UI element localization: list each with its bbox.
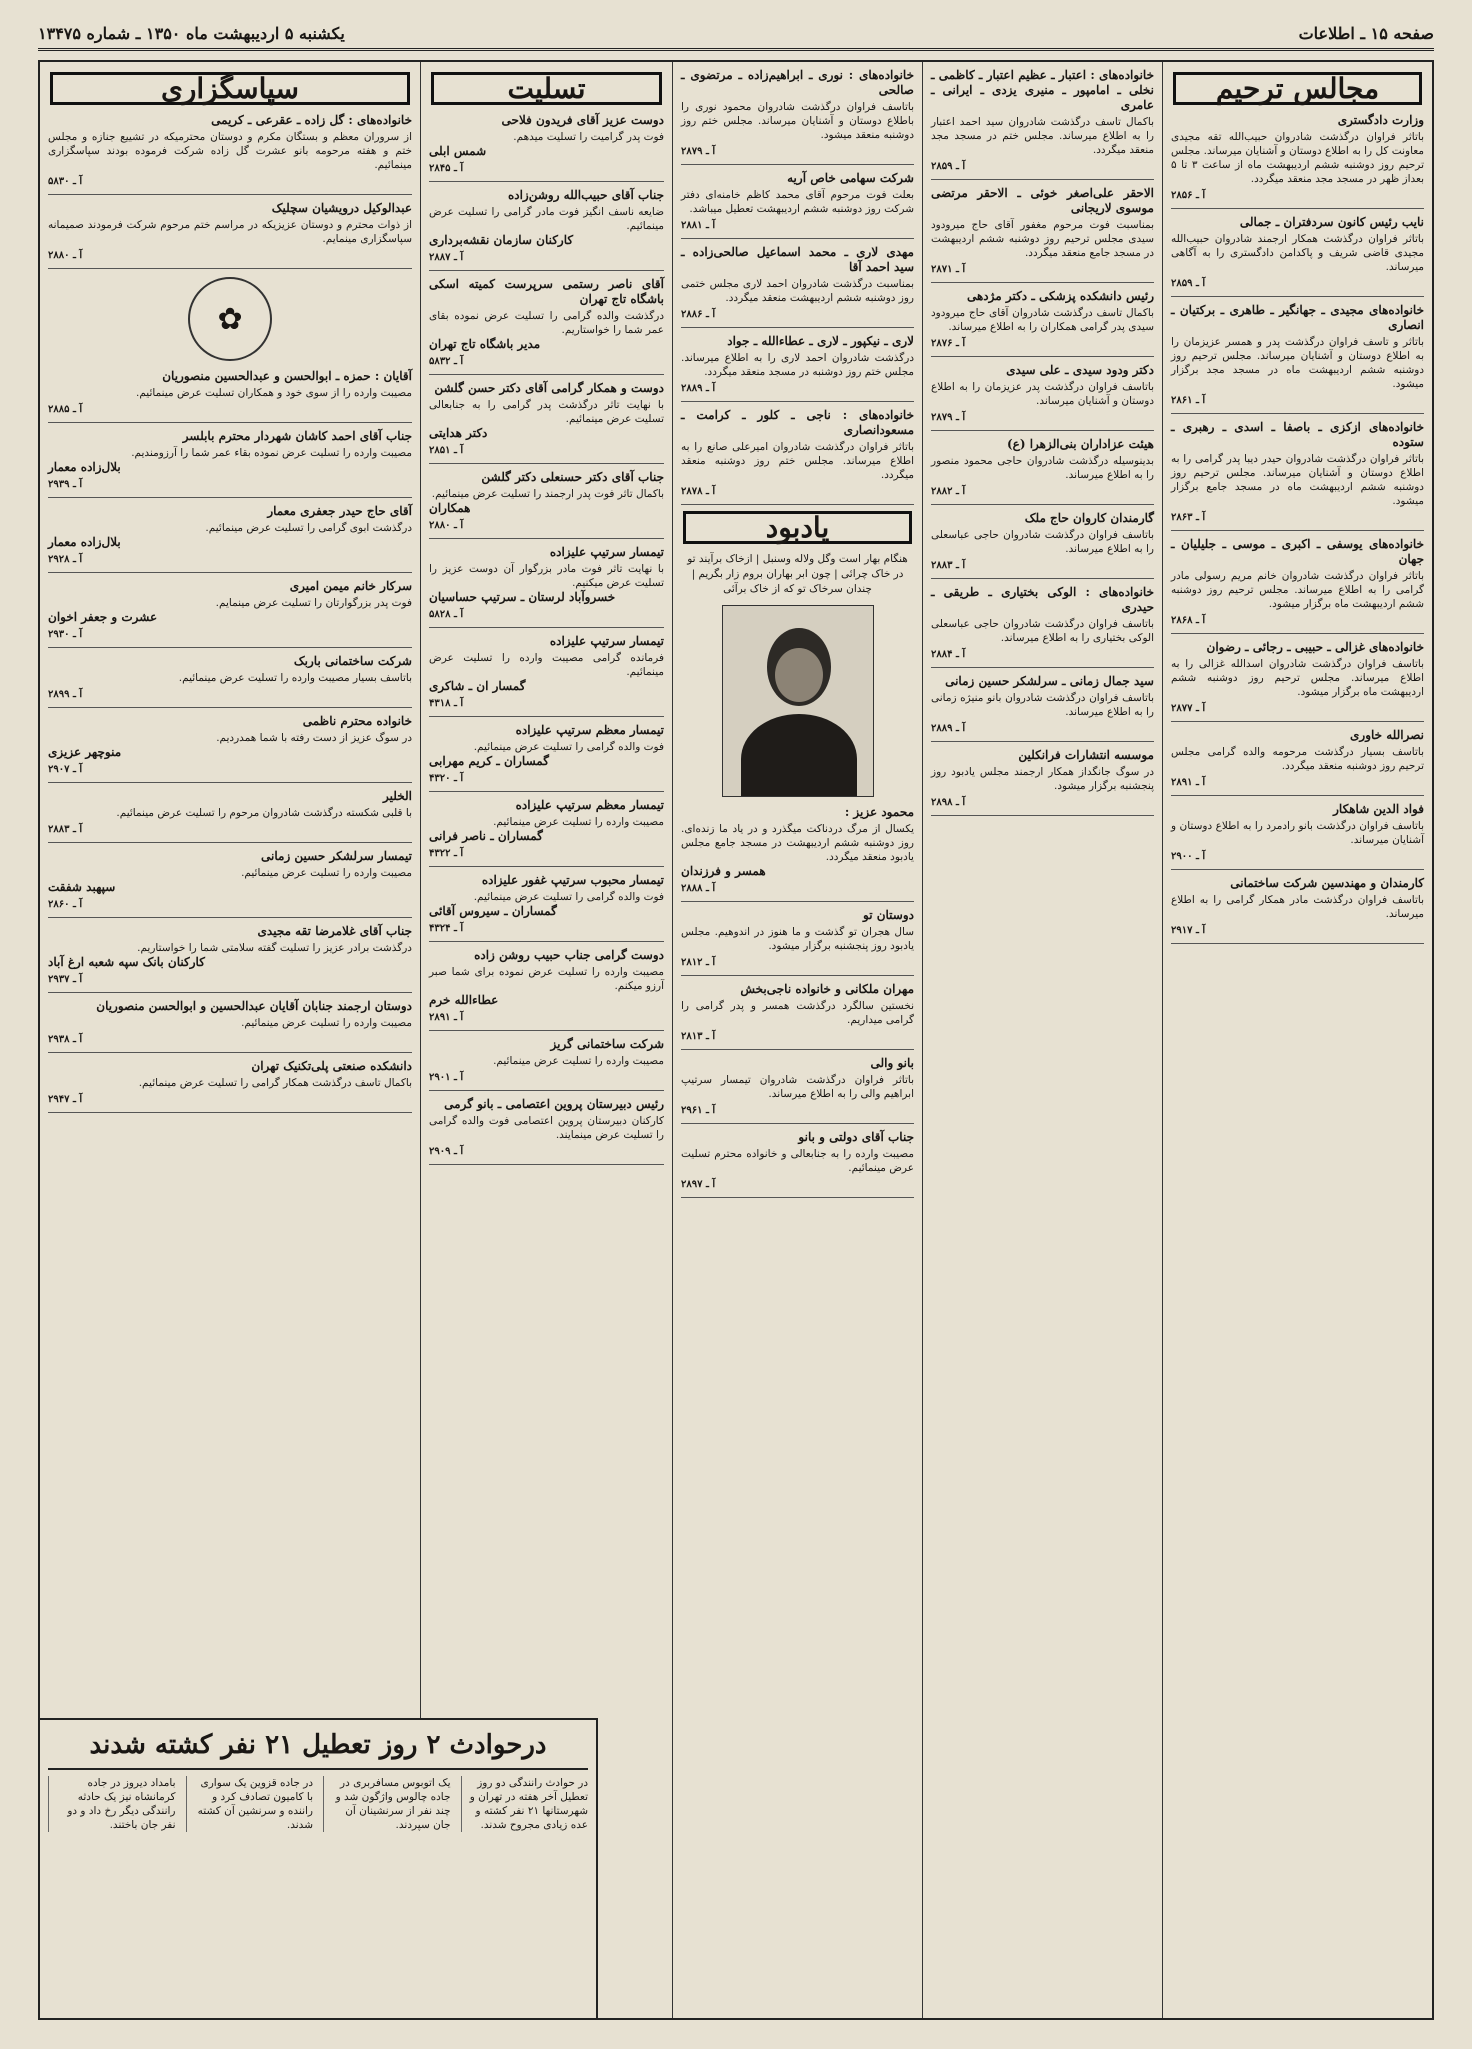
notice-body: باتاثر فراوان درگذشت شادروان تیمسار سرتیپ ابراهیم والی را به اطلاع میرساند.: [681, 1074, 914, 1100]
notice-body: باتاسف فراوان درگذشت شادروان محمود نوری را باطلاع دوستان و آشنایان میرساند. مجلس ختم روز دوشنبه منعقد میشود.: [681, 101, 914, 141]
notice-code: آ ـ ۲۸۱۳: [681, 1031, 716, 1042]
notice-title: تیمسار محبوب سرتیپ غفور علیزاده: [481, 873, 664, 887]
notice-body: در سوگ عزیز از دست رفته با شما همدردیم.: [216, 732, 412, 744]
notice-item: [48, 849, 412, 918]
notice-item: [681, 171, 914, 239]
notice-code: آ ـ ۲۸۸۰: [429, 520, 464, 531]
notice-code: آ ـ ۲۹۳۸: [48, 1034, 83, 1045]
news-paragraph: بامداد دیروز در جاده کرمانشاه نیز یک حادثه رانندگی دیگر رخ داد و دو نفر جان باختند.: [48, 1776, 176, 1832]
notice-item: [48, 924, 412, 993]
notice-signature: بلال‌زاده معمار: [48, 535, 121, 549]
notice-code: آ ـ ۲۹۳۰: [48, 629, 83, 640]
yadbood-code: آ ـ ۲۸۸۸: [681, 883, 716, 894]
notice-body: باتاسف فراوان درگذشت مادر همکار گرامی را به اطلاع میرساند.: [1171, 894, 1424, 920]
notice-item: [429, 1097, 664, 1165]
notice-code: آ ـ ۲۹۰۰: [1171, 851, 1206, 862]
notice-body: باتاسف بسیار مصیبت وارده را تسلیت عرض مینمائیم.: [178, 672, 412, 684]
notice-title: هیئت عزاداران بنی‌الزهرا (ع): [1007, 437, 1154, 451]
notice-item: [48, 654, 412, 708]
notice-item: [429, 545, 664, 628]
notice-body: از سروران معظم و بستگان مکرم و دوستان محترمیکه در تشییع جنازه و مجلس ختم و هفته مرحومه بانو عشرت گل زاده شرکت فرموده بودند سپاسگزاری مینمائیم.: [48, 131, 412, 171]
news-block: [40, 1718, 598, 2018]
notice-body: باتاسف فراوان درگذشت شادروان حاجی عباسعلی الوکی بختیاری را به اطلاع میرساند.: [931, 618, 1154, 644]
notice-item: [1171, 640, 1424, 722]
tarhim-heading: مجالس ترحیم: [1173, 72, 1422, 105]
notice-code: آ ـ ۲۸۷۷: [1171, 703, 1206, 714]
notice-body: با قلبی شکسته درگذشت شادروان مرحوم را تسلیت عرض مینمائیم.: [116, 807, 412, 819]
notice-title: خانواده‌های : ناجی ـ کلور ـ کرامت ـ مسعودانصاری: [681, 408, 914, 437]
notice-signature: خسروآباد لرستان ـ سرتیپ حساسیان: [429, 590, 616, 604]
notice-code: آ ـ ۲۸۹۹: [48, 689, 83, 700]
notice-body: ضایعه ناسف انگیز فوت مادر گرامی را تسلیت عرض مینمائیم.: [429, 206, 664, 232]
notice-title: شرکت ساختمانی باربک: [293, 654, 412, 668]
notice-body: درگذشت برادر عزیز را تسلیت گفته سلامتی شما را خواستاریم.: [137, 942, 412, 954]
notice-body: درگذشت ابوی گرامی را تسلیت عرض مینمائیم.: [205, 522, 412, 534]
notice-signature: گمساران ـ کریم مهرابی: [429, 754, 549, 768]
notice-title: آقایان : حمزه ـ ابوالحسن و عبدالحسین منصوریان: [162, 369, 412, 383]
notice-signature: سپهبد شفقت: [48, 880, 116, 894]
notice-body: کارکنان دبیرستان پروین اعتصامی فوت والده گرامی را تسلیت عرض مینمایند.: [429, 1115, 664, 1141]
notice-code: آ ـ ۴۳۲۰: [429, 773, 464, 784]
notice-item: [48, 579, 412, 648]
notice-item: [48, 113, 412, 195]
notice-signature: دکتر هدایتی: [429, 426, 488, 440]
news-paragraph: در جاده قزوین یک سواری با کامیون تصادف کرد و راننده و سرنشین آن کشته شدند.: [186, 1776, 314, 1832]
notice-title: تیمسار سرتیپ علیزاده: [549, 634, 664, 648]
newspaper-page: [38, 60, 1434, 2020]
notice-title: خانواده محترم ناظمی: [302, 714, 412, 728]
notice-item: [48, 201, 412, 269]
notice-title: جناب آقای حبیب‌الله روشن‌زاده: [507, 188, 664, 202]
notice-item: [429, 634, 664, 717]
notice-code: آ ـ ۲۸۸۹: [681, 383, 716, 394]
notice-body: فوت والده گرامی را تسلیت عرض مینمائیم.: [473, 891, 664, 903]
notice-code: آ ـ ۲۸۸۳: [48, 824, 83, 835]
notice-title: وزارت دادگستری: [1337, 113, 1424, 127]
notice-title: مهدی لاری ـ محمد اسماعیل صالحی‌زاده ـ سید احمد آقا: [681, 245, 914, 274]
notice-body: باتاثر فراوان درگذشت شادروان حبیب‌الله تقه مجیدی معاونت کل را به اطلاع دوستان و آشنایان میرساند. مجلس ترحیم روز دوشنبه ششم اردیبهشت ماه از ساعت ۳ تا ۵ بعداز ظهر در مسجد مجد منعقد میگردد.: [1171, 131, 1424, 185]
notice-code: آ ـ ۲۸۹۱: [429, 1012, 464, 1023]
notice-title: خانواده‌های : نوری ـ ابراهیم‌زاده ـ مرتضوی ـ صالحی: [681, 68, 914, 97]
notice-item: [931, 674, 1154, 742]
notice-signature: کارکنان سازمان نقشه‌برداری: [429, 233, 574, 247]
notice-code: آ ـ ۲۸۵۹: [1171, 278, 1206, 289]
notice-body: باتاثر فراوان درگذشت همکار ارجمند شادروان حبیب‌الله مجیدی قاضی شریف و پاکدامن دادگستری را به آگاهی میرساند.: [1171, 233, 1424, 273]
notice-body: فوت پدر گرامیت را تسلیت میدهم.: [513, 131, 664, 143]
notice-code: آ ـ ۲۸۶۳: [1171, 512, 1206, 523]
notice-title: بانو والی: [870, 1056, 914, 1070]
notice-item: [931, 511, 1154, 579]
notice-item: [48, 504, 412, 573]
notice-title: کارمندان و مهندسین شرکت ساختمانی: [1230, 876, 1424, 890]
notice-title: دکتر ودود سیدی ـ علی سیدی: [1006, 363, 1154, 377]
notice-body: بدینوسیله درگذشت شادروان حاجی محمود منصور را به اطلاع میرساند.: [931, 455, 1154, 481]
column-taslit: [420, 62, 672, 1718]
notice-item: [48, 429, 412, 498]
notice-body: سال هجران تو گذشت و ما هنوز در اندوهیم. مجلس یادبود روز پنجشنبه برگزار میشود.: [681, 926, 914, 952]
notice-body: مصیبت وارده را تسلیت عرض مینمائیم.: [493, 1055, 664, 1067]
notice-code: آ ـ ۲۸۸۱: [681, 220, 716, 231]
notice-body: باتاسف بسیار درگذشت مرحومه والده گرامی مجلس ترحیم روز دوشنبه منعقد میگردد.: [1171, 746, 1424, 772]
notice-body: نخستین سالگرد درگذشت همسر و پدر گرامی را گرامی میداریم.: [681, 1000, 914, 1026]
taslit-heading: تسلیت: [431, 72, 662, 105]
notice-title: فواد الدین شاهکار: [1333, 802, 1424, 816]
notice-body: از ذوات محترم و دوستان عزیزیکه در مراسم ختم مرحوم شرکت فرمودند صمیمانه سپاسگزاری مینمایم.: [48, 219, 412, 245]
notice-title: دوستان تو: [863, 908, 914, 922]
notice-code: آ ـ ۲۸۷۸: [681, 486, 716, 497]
notice-title: آقای ناصر رستمی سرپرست کمیته اسکی باشگاه تاج تهران: [429, 277, 664, 306]
notice-body: درگذشت والده گرامی را تسلیت عرض نموده بقای عمر شما را خواستاریم.: [429, 310, 664, 336]
yadbood-poem: هنگام بهار است وگل ولاله وسنبل | ازخاک برآیند تو در خاک چرائی | چون ابر بهاران بروم زار بگریم | چندان سرخاک تو که از خاک برآئی: [687, 553, 908, 595]
notice-code: آ ـ ۲۸۸۷: [429, 252, 464, 263]
notice-body: مصیبت وارده را تسلیت عرض نموده بقاء عمر شما را آرزومندیم.: [131, 447, 412, 459]
notice-code: آ ـ ۲۸۸۰: [48, 250, 83, 261]
notice-code: آ ـ ۴۳۲۲: [429, 848, 464, 859]
yadbood-body: یکسال از مرگ دردناکت میگذرد و در یاد ما زنده‌ای. روز دوشنبه ششم اردیبهشت در مسجد جامع مجلس یادبود منعقد میگردد.: [681, 823, 914, 863]
notice-item: [429, 381, 664, 464]
notice-body: با نهایت تاثر درگذشت پدر گرامی را به جنابعالی تسلیت عرض مینمائیم.: [429, 399, 664, 425]
notice-code: آ ـ ۲۸۵۹: [931, 161, 966, 172]
notice-signature: گمساران ـ ناصر فرانی: [429, 829, 543, 843]
notice-title: جناب آقای غلامرضا تقه مجیدی: [257, 924, 412, 938]
notice-title: تیمسار معظم سرتیپ علیزاده: [515, 798, 664, 812]
notice-item: [1171, 802, 1424, 870]
notice-item: [429, 1037, 664, 1091]
notice-signature: منوچهر عزیزی: [48, 745, 122, 759]
notice-body: باتاثر فراوان درگذشت شادروان امیرعلی صانع را به اطلاع میرساند. مجلس ختم روز دوشنبه منعقد میگردد.: [681, 441, 914, 481]
notice-code: آ ـ ۲۸۴۵: [429, 163, 464, 174]
notice-body: باکمال تاسف درگذشت همکار گرامی را تسلیت عرض مینمائیم.: [138, 1077, 412, 1089]
notice-code: آ ـ ۲۸۶۱: [1171, 395, 1206, 406]
yadbood-sign: همسر و فرزندان: [681, 864, 766, 878]
notice-title: خانواده‌های : گل زاده ـ عقرعی ـ کریمی: [211, 113, 412, 127]
notice-title: شرکت سهامی خاص آریه: [787, 171, 914, 185]
notice-title: شرکت ساختمانی گریز: [550, 1037, 664, 1051]
notice-title: الخلیر: [383, 789, 412, 803]
notice-title: دانشکده صنعتی پلی‌تکنیک تهران: [251, 1059, 412, 1073]
notice-body: فوت والده گرامی را تسلیت عرض مینمائیم.: [473, 741, 664, 753]
notice-item: [681, 408, 914, 505]
notice-body: باتاثر فراوان درگذشت شادروان حیدر دیبا پدر گرامی را به اطلاع دوستان و آشنایان میرساند. مجلس ترحیم روز دوشنبه ششم اردیبهشت ماه در مسجد جامع برگزار میشود.: [1171, 453, 1424, 507]
notice-code: آ ـ ۲۸۸۶: [681, 309, 716, 320]
notice-item: [48, 1059, 412, 1113]
notice-body: با نهایت تاثر فوت مادر بزرگوار آن دوست عزیز را تسلیت عرض میکنیم.: [429, 563, 664, 589]
portrait-photo: [722, 605, 874, 797]
emblem-icon: ✿: [188, 277, 272, 361]
notice-item: [681, 908, 914, 976]
notice-item: [429, 798, 664, 867]
notice-item: [1171, 728, 1424, 796]
notice-code: آ ـ ۲۹۲۸: [48, 554, 83, 565]
notice-code: آ ـ ۲۸۸۲: [931, 486, 966, 497]
notice-code: آ ـ ۲۸۶۸: [1171, 615, 1206, 626]
notice-item: [48, 999, 412, 1053]
notice-item: [681, 68, 914, 165]
notice-body: مصیبت وارده را تسلیت عرض نموده برای شما صبر آرزو میکنم.: [429, 966, 664, 992]
notice-item: [1171, 215, 1424, 297]
notice-item: [681, 1130, 914, 1198]
notice-body: باکمال تاسف درگذشت شادروان سید احمد اعتبار را به اطلاع میرساند. مجلس ختم در مسجد مجد منعقد میگردد.: [931, 116, 1154, 156]
notice-item: [429, 188, 664, 271]
notice-signature: عشرت و جعفر اخوان: [48, 610, 158, 624]
notice-title: تیمسار سرلشکر حسین زمانی: [261, 849, 412, 863]
news-headline: درحوادث ۲ روز تعطیل ۲۱ نفر کشته شدند: [48, 1726, 588, 1770]
notice-body: باتاسف فراوان درگذشت شادروان اسدالله غزالی را به اطلاع میرساند. مجلس ترحیم روز دوشنبه ششم اردیبهشت ماه برگزار میشود.: [1171, 658, 1424, 698]
notice-item: [1171, 420, 1424, 531]
notice-code: آ ـ ۲۸۷۶: [931, 338, 966, 349]
notice-title: دوست عزیز آقای فریدون فلاحی: [501, 113, 664, 127]
notice-item: [1171, 876, 1424, 944]
notice-item: [931, 289, 1154, 357]
notice-item: [681, 245, 914, 328]
notice-code: آ ـ ۲۸۸۳: [931, 560, 966, 571]
notice-body: مصیبت وارده را به جنابعالی و خانواده محترم تسلیت عرض مینمائیم.: [681, 1148, 914, 1174]
notice-code: آ ـ ۲۹۰۱: [429, 1072, 464, 1083]
notice-title: خانواده‌های ازکزی ـ باصفا ـ اسدی ـ رهبری ـ ستوده: [1171, 420, 1424, 449]
notice-title: موسسه انتشارات فرانکلین: [1018, 748, 1154, 762]
notice-title: مهران ملکانی و خانواده ناجی‌بخش: [740, 982, 914, 996]
notice-title: دوستان ارجمند جنابان آقایان عبدالحسین و ابوالحسن منصوریان: [96, 999, 412, 1013]
yadbood-notice: [681, 805, 914, 902]
notice-item: [681, 1056, 914, 1124]
notice-body: باتاسف فراوان درگذشت شادروان حاجی عباسعلی را به اطلاع میرساند.: [931, 529, 1154, 555]
notice-title: سرکار خانم میمن امیری: [289, 579, 412, 593]
notice-title: سید جمال زمانی ـ سرلشکر حسین زمانی: [945, 674, 1154, 688]
notice-code: آ ـ ۲۸۸۵: [48, 404, 83, 415]
notice-title: نصرالله خاوری: [1350, 728, 1424, 742]
notice-item: [931, 748, 1154, 816]
notice-item: [1171, 303, 1424, 414]
notice-signature: گمسار ان ـ شاکری: [429, 679, 526, 693]
notice-title: تیمسار معظم سرتیپ علیزاده: [515, 723, 664, 737]
notice-item: [931, 585, 1154, 668]
page-label: صفحه ۱۵ ـ اطلاعات: [1298, 24, 1434, 43]
notice-title: نایب رئیس کانون سردفتران ـ جمالی: [1239, 215, 1424, 229]
notice-code: آ ـ ۴۳۱۸: [429, 698, 464, 709]
notice-code: آ ـ ۵۸۳۰: [48, 176, 83, 187]
notice-title: خانواده‌های : اعتبار ـ عظیم اعتبار ـ کاظمی ـ نخلی ـ امامپور ـ منیری یزدی ـ ایرانی ـ عامری: [931, 68, 1154, 112]
notice-title: خانواده‌های مجیدی ـ جهانگیر ـ طاهری ـ برکتیان ـ انصاری: [1171, 303, 1424, 332]
notice-code: آ ـ ۵۸۲۸: [429, 609, 464, 620]
notice-item: [48, 789, 412, 843]
notice-code: آ ـ ۲۸۱۲: [681, 957, 716, 968]
notice-body: فرمانده گرامی مصیبت وارده را تسلیت عرض مینمائیم.: [429, 652, 664, 678]
column-second: [922, 62, 1162, 2018]
notice-code: آ ـ ۲۸۸۴: [931, 649, 966, 660]
yadbood-name: محمود عزیز :: [844, 805, 914, 819]
notice-signature: شمس ابلی: [429, 144, 487, 158]
sepas-heading: سپاسگزاری: [50, 72, 410, 105]
notice-code: آ ـ ۲۹۱۷: [1171, 925, 1206, 936]
notice-item: [931, 68, 1154, 180]
notice-item: [931, 186, 1154, 283]
notice-code: آ ـ ۲۸۷۹: [931, 412, 966, 423]
notice-code: آ ـ ۲۸۹۷: [681, 1179, 716, 1190]
notice-code: آ ـ ۲۸۷۹: [681, 146, 716, 157]
notice-signature: گمساران ـ سیروس آقائی: [429, 904, 557, 918]
notice-item: [931, 437, 1154, 505]
notice-body: مصیبت وارده را تسلیت عرض مینمائیم.: [241, 1017, 412, 1029]
notice-item: [48, 369, 412, 423]
notice-signature: بلال‌زاده معمار: [48, 460, 121, 474]
news-paragraph: یک اتوبوس مسافربری در جاده چالوس واژگون شد و چند نفر از سرنشینان آن جان سپردند.: [323, 1776, 451, 1832]
notice-signature: کارکنان بانک سپه شعبه ارغ آباد: [48, 955, 205, 969]
notice-body: در سوگ جانگداز همکار ارجمند مجلس یادبود روز پنجشنبه برگزار میشود.: [931, 766, 1154, 792]
notice-code: آ ـ ۲۹۰۹: [429, 1146, 464, 1157]
notice-title: گارمندان کاروان حاج ملک: [1024, 511, 1154, 525]
notice-body: مصیبت وارده را از سوی خود و همکاران تسلیت عرض مینمائیم.: [135, 387, 412, 399]
notice-code: آ ـ ۲۸۵۱: [429, 445, 464, 456]
notice-code: آ ـ ۲۸۵۶: [1171, 190, 1206, 201]
notice-code: آ ـ ۴۳۲۴: [429, 923, 464, 934]
notice-item: [48, 714, 412, 783]
masthead: [38, 20, 1434, 51]
news-paragraph: در حوادث رانندگی دو روز تعطیل آخر هفته در تهران و شهرستانها ۲۱ نفر کشته و عده زیادی مجروح شدند.: [461, 1776, 589, 1832]
notice-body: باتاسف فراوان درگذشت بانو رادمرد را به اطلاع دوستان و آشنایان میرساند.: [1171, 820, 1424, 846]
notice-title: دوست و همکار گرامی آقای دکتر حسن گلشن: [434, 381, 664, 395]
date-issue: یکشنبه ۵ اردیبهشت ماه ۱۳۵۰ ـ شماره ۱۳۴۷۵: [38, 24, 345, 43]
notice-body: باتاسف فراوان درگذشت شادروان بانو منیژه زمانی را به اطلاع میرساند.: [931, 692, 1154, 718]
notice-title: جناب آقای دولتی و بانو: [798, 1130, 914, 1144]
notice-title: خانواده‌های یوسفی ـ اکبری ـ موسی ـ جلیلیان ـ جهان: [1171, 537, 1424, 566]
notice-title: جناب آقای دکتر حسنعلی دکتر گلشن: [481, 470, 664, 484]
notice-code: آ ـ ۲۹۳۷: [48, 974, 83, 985]
notice-title: الاحقر علی‌اصغر خوئی ـ الاحقر مرتضی موسوی لاریجانی: [931, 186, 1154, 215]
notice-code: آ ـ ۲۹۶۱: [681, 1105, 716, 1116]
notice-code: آ ـ ۲۸۶۰: [48, 899, 83, 910]
notice-item: [429, 873, 664, 942]
notice-body: باکمال تاثر فوت پدر ارجمند را تسلیت عرض مینمائیم.: [431, 488, 664, 500]
notice-item: [429, 723, 664, 792]
notice-item: [1171, 113, 1424, 209]
notice-title: خانواده‌های غزالی ـ حبیبی ـ رجائی ـ رضوان: [1206, 640, 1424, 654]
notice-title: عبدالوکیل درویشیان سچلیک: [271, 201, 412, 215]
notice-body: باتاسف فراوان درگذشت پدر عزیزمان را به اطلاع دوستان و آشنایان میرساند.: [931, 381, 1154, 407]
notice-code: آ ـ ۲۸۷۱: [931, 264, 966, 275]
column-sepas: [40, 62, 420, 1718]
notice-body: بمناسبت درگذشت شادروان احمد لاری مجلس ختمی روز دوشنبه ششم اردیبهشت منعقد میگردد.: [681, 278, 914, 304]
notice-code: آ ـ ۲۹۰۷: [48, 764, 83, 775]
notice-code: آ ـ ۲۹۳۹: [48, 479, 83, 490]
notice-body: باکمال تاسف درگذشت شادروان آقای حاج میرودود سیدی پدر گرامی همکاران را به اطلاع میرساند.: [931, 307, 1154, 333]
notice-title: رئیس دبیرستان پروین اعتصامی ـ بانو گرمی: [444, 1097, 664, 1111]
notice-signature: عطاءالله خرم: [429, 993, 499, 1007]
yadbood-heading: یادبود: [683, 511, 912, 544]
notice-body: باتاثر فراوان درگذشت شادروان خانم مریم رسولی مادر گرامی را به اطلاع میرساند. مجلس ترحیم روز دوشنبه ششم اردیبهشت ماه برگزار میشود.: [1171, 570, 1424, 610]
notice-body: بعلت فوت مرحوم آقای محمد کاظم خامنه‌ای دفتر شرکت روز دوشنبه ششم اردیبهشت تعطیل میباشد.: [681, 189, 914, 215]
notice-signature: همکاران: [429, 501, 471, 515]
notice-body: فوت پدر بزرگوارتان را تسلیت عرض مینمایم.: [215, 597, 412, 609]
notice-code: آ ـ ۲۸۸۹: [931, 723, 966, 734]
notice-body: بمناسبت فوت مرحوم مغفور آقای حاج میرودود سیدی مجلس ترحیم روز دوشنبه ششم اردیبهشت در مسجد جامع منعقد میگردد.: [931, 219, 1154, 259]
notice-item: [931, 363, 1154, 431]
notice-code: آ ـ ۲۹۴۷: [48, 1094, 83, 1105]
notice-title: جناب آقای احمد کاشان شهردار محترم بابلسر: [182, 429, 412, 443]
notice-body: باتاثر و تاسف فراوان درگذشت پدر و همسر عزیزمان را به اطلاع دوستان و آشنایان میرساند. مجلس ترحیم روز دوشنبه ششم اردیبهشت ماه در مسجد مجد برگزار میشود.: [1171, 336, 1424, 390]
notice-code: آ ـ ۵۸۳۲: [429, 356, 464, 367]
notice-item: [681, 982, 914, 1050]
column-third: [672, 62, 922, 2018]
notice-item: [429, 277, 664, 375]
notice-item: [429, 113, 664, 182]
notice-code: آ ـ ۲۸۹۱: [1171, 777, 1206, 788]
notice-body: مصیبت وارده را تسلیت عرض مینمائیم.: [241, 867, 412, 879]
notice-code: آ ـ ۲۸۹۸: [931, 797, 966, 808]
column-tarhim: [1162, 62, 1432, 2018]
notice-title: رئیس دانشکده پزشکی ـ دکتر مژدهی: [966, 289, 1154, 303]
notice-title: لاری ـ نیکپور ـ لاری ـ عطاءالله ـ جواد: [727, 334, 914, 348]
notice-item: [1171, 537, 1424, 634]
notice-body: درگذشت شادروان احمد لاری را به اطلاع میرساند. مجلس ختم روز دوشنبه در مسجد منعقد میگردد.: [681, 352, 914, 378]
notice-item: [681, 334, 914, 402]
notice-item: [429, 948, 664, 1031]
notice-body: مصیبت وارده را تسلیت عرض مینمائیم.: [493, 816, 664, 828]
notice-title: دوست گرامی جناب حبیب روشن زاده: [474, 948, 664, 962]
notice-title: خانواده‌های : الوکی بختیاری ـ طریقی ـ حیدری: [931, 585, 1154, 614]
notice-title: آقای حاج حیدر جعفری معمار: [267, 504, 412, 518]
notice-title: تیمسار سرتیپ علیزاده: [549, 545, 664, 559]
notice-item: [429, 470, 664, 539]
notice-signature: مدیر باشگاه تاج تهران: [429, 337, 541, 351]
